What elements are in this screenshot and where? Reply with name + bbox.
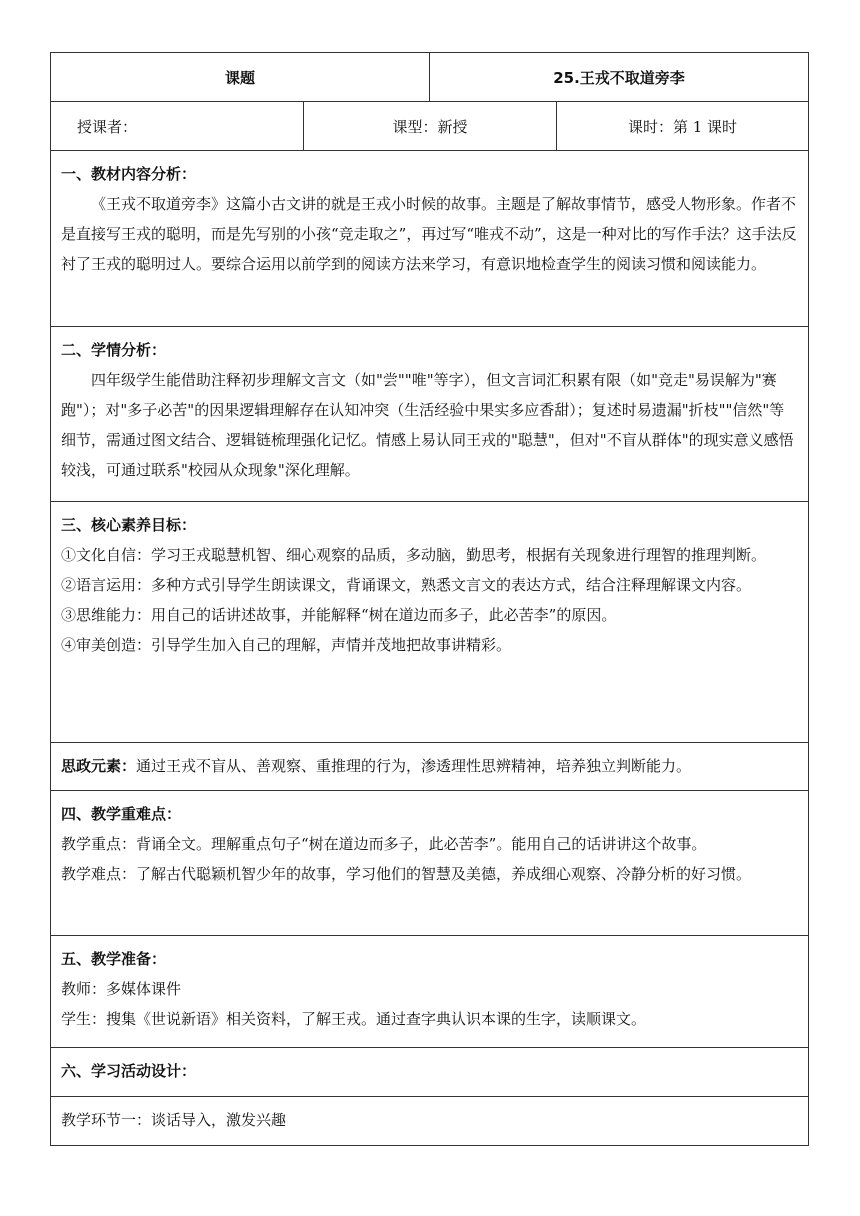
difficult-point: 教学难点：了解古代聪颖机智少年的故事，学习他们的智慧及美德，养成细心观察、冷静分析的好习惯。: [61, 865, 752, 883]
goal-item: ②语言运用：多种方式引导学生朗读课文，背诵课文，熟悉文言文的表达方式，结合注释理解课文内容。: [61, 576, 752, 594]
section-title: 五、教学准备：: [61, 950, 167, 968]
section-key-points: [51, 791, 808, 936]
goal-item: ①文化自信：学习王戎聪慧机智、细心观察的品质，多动脑，勤思考，根据有关现象进行理智的推理判断。: [61, 546, 767, 564]
section-material-analysis: [51, 151, 808, 327]
goal-item: ③思维能力：用自己的话讲述故事，并能解释“树在道边而多子，此必苦李”的原因。: [61, 606, 617, 624]
teacher-prep: 教师：多媒体课件: [61, 980, 182, 998]
section-paragraph: 《王戎不取道旁李》这篇小古文讲的就是王戎小时候的故事。主题是了解故事情节，感受人物形象。作者不是直接写王戎的聪明，而是先写别的小孩“竞走取之”，再过写“唯戎不动”，这是一种对比的写作手法？这手法反衬了王戎的聪明过人。要综合运用以前学到的阅读方法来学习，有意识地检查学生的阅读习惯和阅读能力。: [61, 195, 797, 273]
section-text: 通过王戎不盲从、善观察、重推理的行为，渗透理性思辨精神，培养独立判断能力。: [136, 757, 692, 775]
goal-item: ④审美创造：引导学生加入自己的理解，声情并茂地把故事讲精彩。: [61, 636, 512, 654]
section-core-goals: [51, 502, 808, 743]
info-row: [51, 102, 808, 151]
topic-row: [51, 53, 808, 102]
section-student-analysis: [51, 327, 808, 502]
section-title: 三、核心素养目标：: [61, 516, 197, 534]
lesson-type: 课型：新授: [304, 102, 557, 150]
teacher-field: 授课者：: [51, 102, 304, 150]
lesson-plan-table: [50, 52, 809, 1146]
section-ideology: [51, 743, 808, 791]
section-title: 六、学习活动设计：: [61, 1062, 197, 1080]
lesson-period: 课时：第 1 课时: [627, 117, 738, 136]
section-title: 思政元素：: [61, 757, 137, 775]
topic-value: 25.王戎不取道旁李: [553, 68, 685, 87]
section-paragraph: 四年级学生能借助注释初步理解文言文（如"尝""唯"等字），但文言词汇积累有限（如"竞走"易误解为"赛跑"）；对"多子必苦"的因果逻辑理解存在认知冲突（生活经验中果实多应香甜）；复述时易遗漏"折枝""信然"等细节，需通过图文结合、逻辑链梳理强化记忆。情感上易认同王戎的"聪慧"，但对"不盲从群体"的现实意义感悟较浅，可通过联系"校园从众现象"深化理解。: [61, 371, 794, 479]
step-text: 教学环节一：谈话导入，激发兴趣: [61, 1111, 287, 1129]
section-activity-design: [51, 1048, 808, 1097]
topic-label: 课题: [51, 53, 430, 101]
section-title: 二、学情分析：: [61, 341, 167, 359]
section-preparation: [51, 936, 808, 1048]
student-prep: 学生：搜集《世说新语》相关资料，了解王戎。通过查字典认识本课的生字，读顺课文。: [61, 1010, 647, 1028]
section-title: 四、教学重难点：: [61, 805, 182, 823]
section-step-one: [51, 1097, 808, 1145]
key-point: 教学重点：背诵全文。理解重点句子“树在道边而多子，此必苦李”。能用自己的话讲讲这个故事。: [61, 835, 707, 853]
section-title: 一、教材内容分析：: [61, 165, 197, 183]
